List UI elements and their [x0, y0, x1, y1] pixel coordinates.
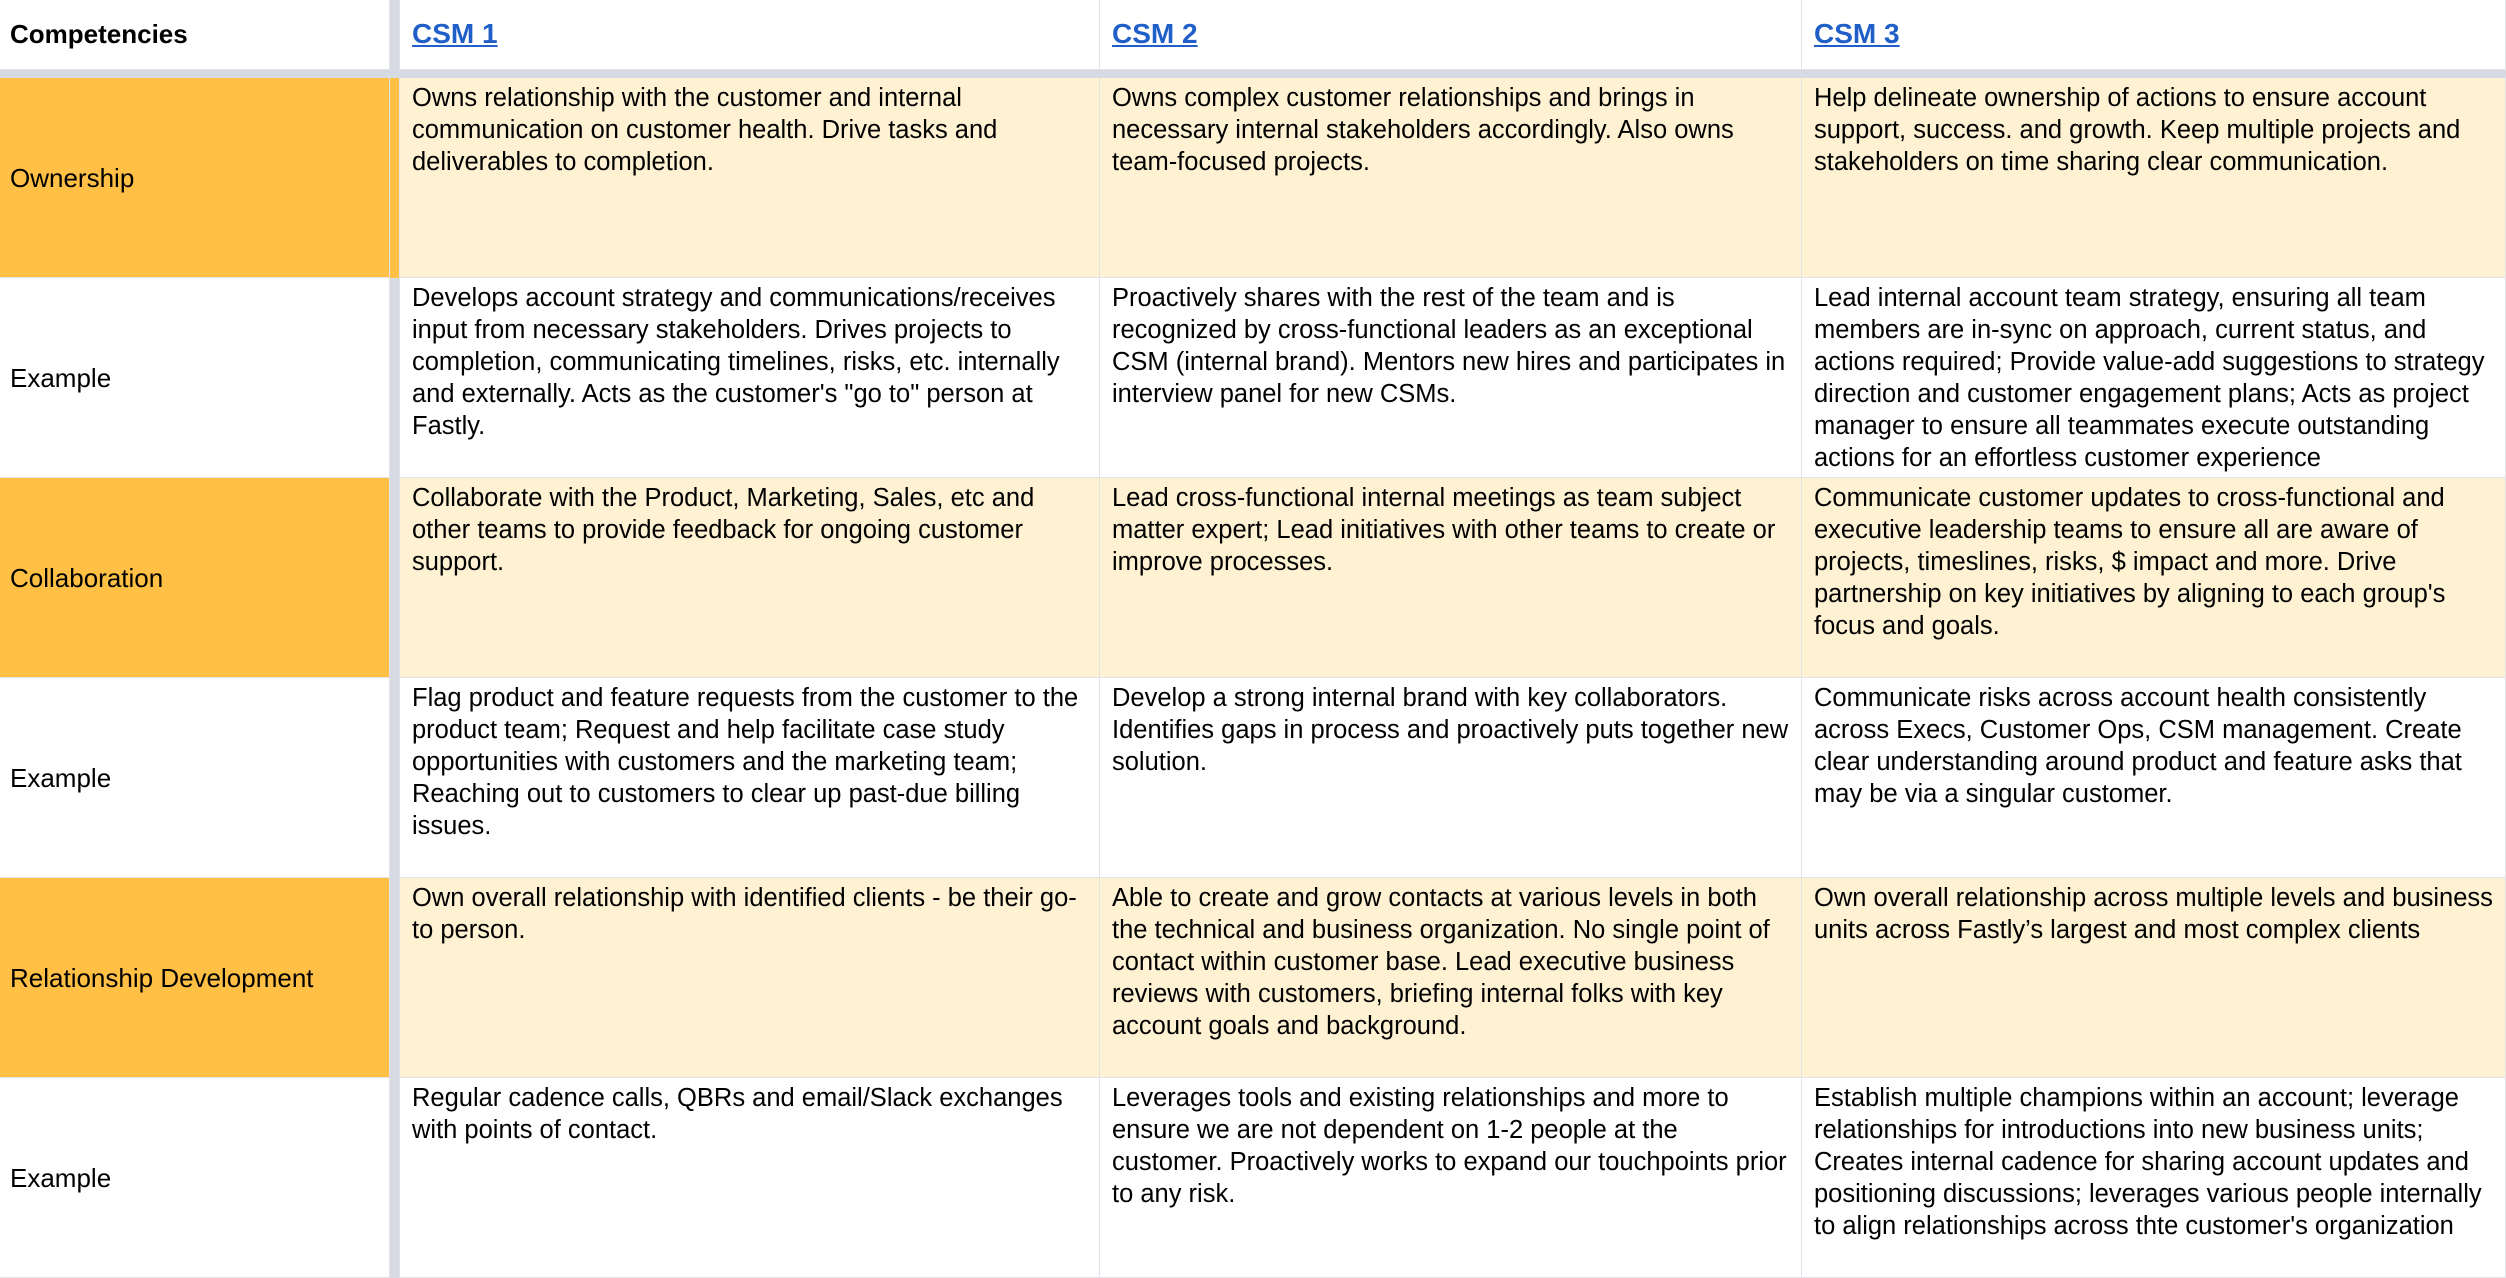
row-label-text: Example — [10, 762, 112, 793]
cell-collaboration-example-csm-2[interactable]: Develop a strong internal brand with key collaborators. Identifies gaps in process and proactively puts together new solution. — [1100, 678, 1802, 878]
cell-collaboration-example-csm-1[interactable]: Flag product and feature requests from the customer to the product team; Request and help facilitate case study opportunities with customers and the marketing team; Reaching out to customers to clear up past-due billing issues. — [400, 678, 1100, 878]
cell-collaboration-csm-3[interactable]: Communicate customer updates to cross-functional and executive leadership teams to ensure all are aware of projects, timeslines, risks, $ impact and more. Drive partnership on key initiatives by aligning to each group's focus and goals. — [1802, 478, 2506, 678]
freeze-divider-vertical — [390, 678, 400, 878]
cell-ownership-example-csm-1[interactable]: Develops account strategy and communications/receives input from necessary stakeholders. Drives projects to completion, communicating timelines, risks, etc. internally and externally. Acts as the customer's "go to" person at Fastly. — [400, 278, 1100, 478]
cell-relationship-csm-3[interactable]: Own overall relationship across multiple levels and business units across Fastly’s largest and most complex clients — [1802, 878, 2506, 1078]
row-label-text: Example — [10, 362, 112, 393]
cell-ownership-csm-2[interactable]: Owns complex customer relationships and brings in necessary internal stakeholders accordingly. Also owns team-focused projects. — [1100, 78, 1802, 278]
row-label-text: Relationship Development — [10, 962, 314, 993]
csm-3-link[interactable]: CSM 3 — [1814, 18, 1900, 49]
row-label-relationship-development[interactable] — [0, 878, 390, 1078]
freeze-divider-vertical — [390, 78, 400, 278]
csm-2-link[interactable]: CSM 2 — [1112, 18, 1198, 49]
row-label-text: Example — [10, 1162, 112, 1193]
header-competencies-text: Competencies — [10, 19, 188, 49]
csm-1-link[interactable]: CSM 1 — [412, 18, 498, 49]
cell-ownership-csm-3[interactable]: Help delineate ownership of actions to ensure account support, success. and growth. Keep multiple projects and stakeholders on time sharing clear communication. — [1802, 78, 2506, 278]
cell-ownership-example-csm-2[interactable]: Proactively shares with the rest of the team and is recognized by cross-functional leaders as an exceptional CSM (internal brand). Mentors new hires and participates in interview panel for new CSMs. — [1100, 278, 1802, 478]
cell-collaboration-csm-2[interactable]: Lead cross-functional internal meetings as team subject matter expert; Lead initiatives with other teams to create or improve processes. — [1100, 478, 1802, 678]
header-csm-2[interactable] — [1100, 0, 1802, 70]
cell-collaboration-csm-1[interactable]: Collaborate with the Product, Marketing, Sales, etc and other teams to provide feedback for ongoing customer support. — [400, 478, 1100, 678]
cell-relationship-csm-2[interactable]: Able to create and grow contacts at various levels in both the technical and business organization. No single point of contact within customer base. Lead executive business reviews with customers, briefing internal folks with key account goals and background. — [1100, 878, 1802, 1078]
row-label-example[interactable] — [0, 1078, 390, 1278]
row-label-example[interactable] — [0, 278, 390, 478]
row-label-text: Collaboration — [10, 562, 164, 593]
cell-ownership-csm-1[interactable]: Owns relationship with the customer and internal communication on customer health. Drive tasks and deliverables to completion. — [400, 78, 1100, 278]
header-competencies[interactable] — [0, 0, 390, 70]
freeze-divider-vertical — [390, 1078, 400, 1278]
cell-ownership-example-csm-3[interactable]: Lead internal account team strategy, ensuring all team members are in-sync on approach, current status, and actions required; Provide value-add suggestions to strategy direction and customer engagement plans; Acts as project manager to ensure all teammates execute outstanding actions for an effortless customer experience — [1802, 278, 2506, 478]
freeze-divider-vertical — [390, 478, 400, 678]
row-label-example[interactable] — [0, 678, 390, 878]
freeze-divider-vertical — [390, 878, 400, 1078]
row-label-ownership[interactable] — [0, 78, 390, 278]
cell-relationship-example-csm-1[interactable]: Regular cadence calls, QBRs and email/Slack exchanges with points of contact. — [400, 1078, 1100, 1278]
row-label-text: Ownership — [10, 162, 135, 193]
header-csm-3[interactable] — [1802, 0, 2506, 70]
header-csm-1[interactable] — [400, 0, 1100, 70]
freeze-divider-horizontal — [400, 70, 1100, 78]
freeze-divider-horizontal[interactable] — [0, 70, 390, 78]
cell-relationship-csm-1[interactable]: Own overall relationship with identified clients - be their go-to person. — [400, 878, 1100, 1078]
freeze-divider-horizontal — [1802, 70, 2506, 78]
freeze-divider-vertical[interactable] — [390, 0, 400, 70]
freeze-divider-corner[interactable] — [390, 70, 400, 78]
cell-relationship-example-csm-3[interactable]: Establish multiple champions within an account; leverage relationships for introductions into new business units; Creates internal cadence for sharing account updates and positioning discussions; leverages various people internally to align relationships across thte customer's organization — [1802, 1078, 2506, 1278]
cell-collaboration-example-csm-3[interactable]: Communicate risks across account health consistently across Execs, Customer Ops, CSM management. Create clear understanding around product and feature asks that may be via a singular customer. — [1802, 678, 2506, 878]
freeze-divider-horizontal — [1100, 70, 1802, 78]
cell-relationship-example-csm-2[interactable]: Leverages tools and existing relationships and more to ensure we are not dependent on 1-2 people at the customer. Proactively works to expand our touchpoints prior to any risk. — [1100, 1078, 1802, 1278]
freeze-divider-vertical — [390, 278, 400, 478]
row-label-collaboration[interactable] — [0, 478, 390, 678]
